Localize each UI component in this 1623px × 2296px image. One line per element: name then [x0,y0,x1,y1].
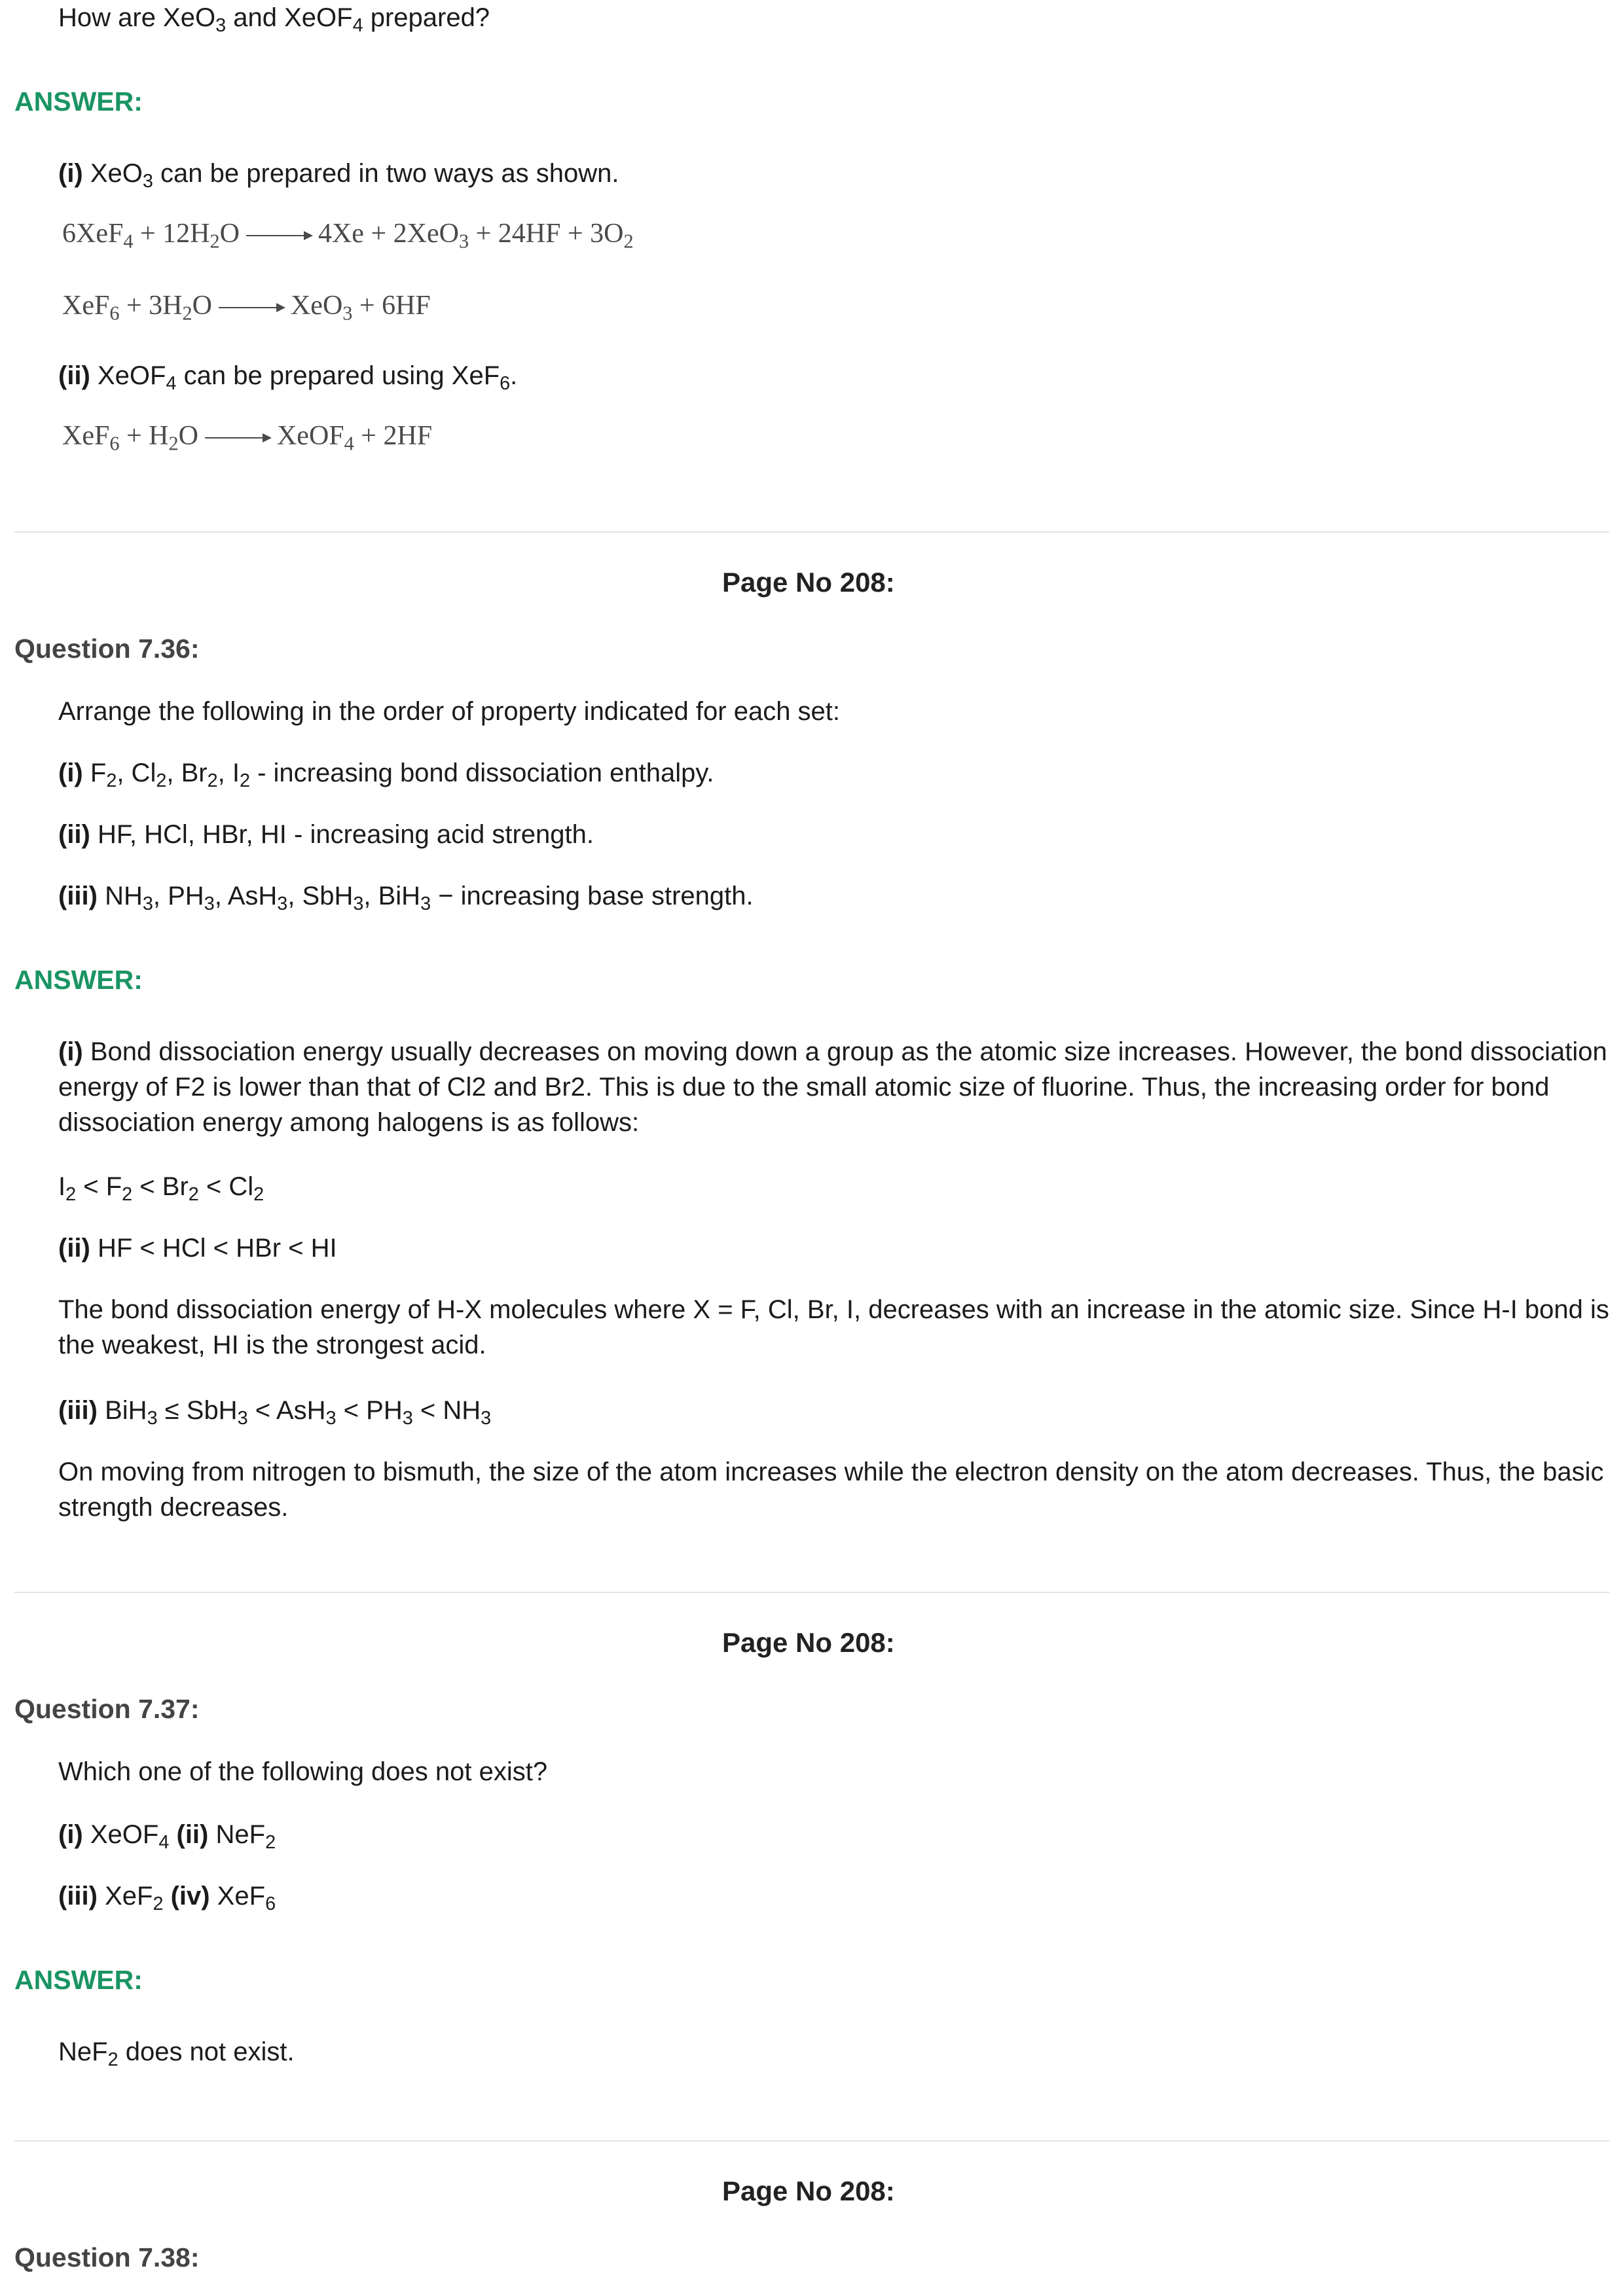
answer-order: $I_2 < F_2 < Br_2 < Cl_2$ [58,1172,264,1206]
page-number-label: Page No 208: [722,2176,895,2206]
chemical-equation [62,420,433,455]
reaction-arrow-icon [219,307,284,308]
answer-line [58,1230,337,1266]
subscript: 4 [166,373,177,395]
subscript: 2 [239,770,250,792]
item-marker: (i) [58,759,83,787]
option-text: XeOF$_4$ [82,1820,170,1854]
answer-line-text: HF < HCl < HBr < HI [90,1234,337,1263]
equation-rhs: XeO$_3$ + 6HF [290,291,431,325]
item-marker: (iii) [58,1882,98,1910]
subscript: 2 [156,770,167,792]
subscript: 6 [265,1893,276,1915]
subscript: 2 [107,2049,119,2071]
answer-label: ANSWER: [14,86,143,117]
subscript: 3 [277,893,288,915]
subscript: 3 [325,1408,337,1429]
subscript: 2 [253,1184,264,1206]
answer-line [58,1393,491,1428]
subscript: 2 [182,302,192,325]
chemical-equation [62,290,431,325]
answer-line [58,156,619,191]
section-divider [14,531,1609,533]
question-item [58,878,754,914]
subscript: 3 [237,1408,248,1429]
answer-paragraph: On moving from nitrogen to bismuth, the size of the atom increases while the electron density on the atom decreases. Thus, the basic strength decreases. [58,1458,1604,1522]
subscript: 3 [458,230,469,253]
answer-label: ANSWER: [14,965,143,995]
chemical-equation [62,218,634,253]
question-item [58,817,594,852]
question-text: How are XeO$_3$ and XeOF$_4$ prepared? [58,3,490,37]
option-text: NeF$_2$ [208,1820,276,1854]
subscript: 3 [142,893,153,915]
subscript: 3 [420,893,431,915]
subscript: 3 [215,15,227,37]
question-item-text: $F_2$, $Cl_2$, $Br_2$, $I_2$ - increasing bond dissociation enthalpy. [82,759,714,792]
answer-line-text: XeO$_3$ can be prepared in two ways as shown. [82,159,619,192]
question-heading: Question 7.38: [14,2242,200,2272]
subscript: 3 [481,1408,492,1429]
item-marker: (ii) [58,820,90,849]
subscript: 3 [142,171,153,192]
question-heading: Question 7.37: [14,1694,200,1724]
subscript: 2 [65,1184,77,1206]
page-number-label: Page No 208: [722,1627,895,1658]
page-number-label: Page No 208: [722,567,895,598]
answer-line: NeF$_2$ does not exist. [58,2037,295,2071]
question-intro: Which one of the following does not exist? [58,1757,548,1786]
answer-line-text: XeOF$_4$ can be prepared using XeF$_6$. [90,361,518,395]
subscript: 2 [210,230,220,253]
question-item-text: HF, HCl, HBr, HI - increasing acid strength. [90,820,594,849]
equation-lhs: $XeF_6 + H_2O$ [62,421,198,455]
subscript: 2 [106,770,117,792]
subscript: 3 [342,302,353,325]
answer-paragraph-text: Bond dissociation energy usually decreases on moving down a group as the atomic size increases. However, the bond dissociation energy of F2 is lower than that of Cl2 and Br2. This is due to the small atomic size of fluorine. Thus, the increasing order for bond dissociation energy among halogens is as follows: [58,1037,1607,1137]
subscript: 3 [353,893,364,915]
reaction-arrow-icon [205,437,270,439]
subscript: 2 [153,1893,164,1915]
item-marker: (iii) [58,1396,98,1425]
item-marker: (iii) [58,882,98,910]
question-item [58,1817,276,1852]
subscript: 2 [188,1184,199,1206]
subscript: 6 [109,432,120,455]
equation-lhs: $XeF_6 + 3H_2O$ [62,291,212,325]
subscript: 3 [147,1408,158,1429]
subscript: 6 [109,302,120,325]
subscript: 2 [168,432,179,455]
item-marker: (ii) [58,361,90,390]
subscript: 2 [623,230,634,253]
question-item [58,755,714,791]
answer-paragraph: The bond dissociation energy of H-X molecules where X = F, Cl, Br, I, decreases with an increase in the atomic size. Since H-I bond is the weakest, HI is the strongest acid. [58,1295,1609,1359]
equation-lhs: $6XeF_4 + 12H_2O$ [62,219,240,253]
answer-paragraph [58,1034,1616,1140]
answer-line [58,358,517,393]
subscript: 4 [344,432,354,455]
question-heading: Question 7.36: [14,634,200,664]
equation-rhs: XeOF$_4$ + 2HF [276,421,433,455]
subscript: 3 [402,1408,413,1429]
item-marker: (i) [58,1820,83,1849]
subscript: 2 [207,770,218,792]
question-item-text: $NH_3$, $PH_3$, AsH$_3$, SbH$_3$, BiH$_3$ − increasing base strength. [97,882,754,915]
subscript: 4 [123,230,134,253]
subscript: 4 [352,15,363,37]
subscript: 2 [122,1184,133,1206]
question-intro: Arrange the following in the order of property indicated for each set: [58,697,841,726]
item-marker: (ii) [58,1234,90,1263]
subscript: 2 [265,1832,276,1854]
section-divider [14,2140,1609,2142]
answer-label: ANSWER: [14,1965,143,1995]
answer-line-text: $BiH_3 \le SbH_3 < AsH_3 < PH_3 < NH_3$ [97,1396,492,1429]
option-text: XeF$_2$ [97,1882,164,1915]
subscript: 4 [158,1832,170,1854]
section-divider [14,1592,1609,1593]
question-item [58,1878,276,1914]
item-marker: (i) [58,1037,83,1066]
item-marker: (ii) [176,1820,209,1849]
subscript: 6 [500,373,511,395]
item-marker: (i) [58,159,83,188]
option-text: XeF$_6$ [210,1882,276,1915]
subscript: 3 [204,893,215,915]
reaction-arrow-icon [246,235,312,236]
item-marker: (iv) [170,1882,210,1910]
equation-rhs: $4Xe + 2XeO_3 + 24HF + 3O_2$ [318,219,634,253]
